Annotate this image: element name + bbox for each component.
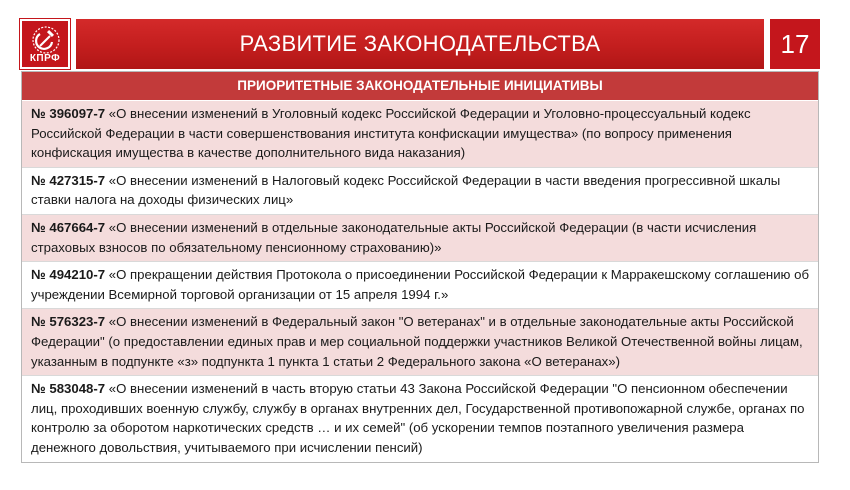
bill-number: № 467664-7 <box>31 219 106 235</box>
table-row <box>22 308 818 375</box>
bill-title: «О прекращении действия Протокола о присоединении Российской Федерации к Марракешскому соглашению об учреждении Всемирной торговой организации от 15 апреля 1994 г.» <box>31 267 810 302</box>
table-row <box>22 261 818 308</box>
page-number: 17 <box>770 19 820 69</box>
bill-title: «О внесении изменений в часть вторую статьи 43 Закона Российской Федерации "О пенсионном обеспечении лиц, проходивших военную службу, службу в органах внутренних дел, Государственной противопожарной службе, органах по контролю за оборотом наркотических средств … и их семей" (об ускорении темпов поэтапного увеличения размера денежного довольствия, учитываемого при исчислении пенсий) <box>31 381 805 455</box>
page-title: РАЗВИТИЕ ЗАКОНОДАТЕЛЬСТВА <box>76 19 764 69</box>
bill-title: «О внесении изменений в Федеральный закон "О ветеранах" и в отдельные законодательные акты Российской Федерации" (о предоставлении единых прав и мер социальной поддержки участников Великой Отечественной войны лицам, указанным в подпункте «з» подпункта 1 пункта 1 статьи 2 Федерального закона «О ветеранах») <box>31 314 803 369</box>
table-row <box>22 214 818 261</box>
kprf-logo <box>20 19 70 69</box>
table-row <box>22 101 818 167</box>
bill-number: № 576323-7 <box>31 314 106 330</box>
bill-title: «О внесении изменений в отдельные законодательные акты Российской Федерации (в части исчисления страховых взносов по обязательному пенсионному страхованию)» <box>31 219 757 255</box>
logo-text: КПРФ <box>29 53 61 64</box>
bill-title: «О внесении изменений в Уголовный кодекс Российской Федерации и Уголовно-процессуальный кодекс Российской Федерации в части совершенствования института конфискации имущества» (по вопросу применения конфискация имущества в качестве дополнительного вида наказания) <box>31 106 751 161</box>
table-row <box>22 167 818 214</box>
bill-number: № 583048-7 <box>31 381 106 397</box>
bill-title: «О внесении изменений в Налоговый кодекс Российской Федерации в части введения прогрессивной шкалы ставки налога на доходы физических лиц» <box>31 172 781 208</box>
table-row <box>22 375 818 461</box>
hammer-sickle-icon <box>31 25 61 55</box>
initiatives-table <box>21 71 819 463</box>
bill-number: № 494210-7 <box>31 267 106 283</box>
bill-number: № 427315-7 <box>31 172 106 188</box>
bill-number: № 396097-7 <box>31 106 106 121</box>
table-header: ПРИОРИТЕТНЫЕ ЗАКОНОДАТЕЛЬНЫЕ ИНИЦИАТИВЫ <box>22 72 818 101</box>
